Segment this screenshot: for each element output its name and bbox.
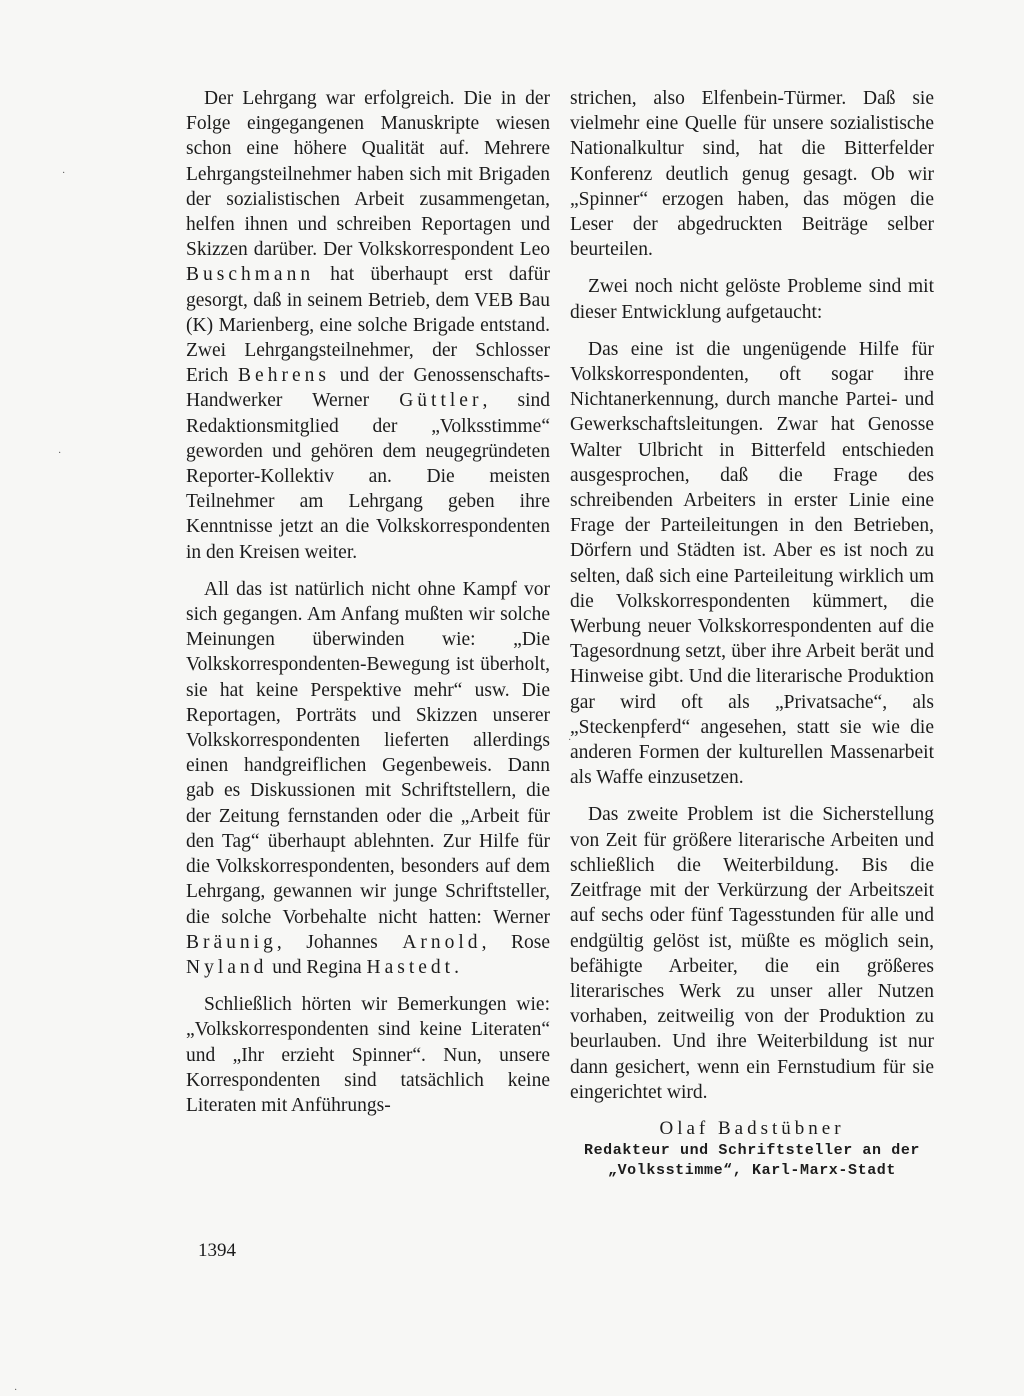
right-column — [570, 86, 934, 1181]
person-name: Bräunig — [186, 931, 277, 953]
right-paragraph-0: strichen, also Elfenbein-Türmer. Daß sie vielmehr eine Quelle für unsere sozialistische Nationalkultur sind, hat die Bitterfelder Konferenz deutlich genug gesagt. Ob wir „Spinner“ erzogen haben, das mögen die Leser der abgedruckten Beiträge selber beurteilen. — [570, 88, 934, 261]
scan-speck: · — [568, 735, 572, 746]
person-name: Behrens — [238, 365, 330, 387]
scan-speck: · — [62, 168, 66, 179]
scan-speck: · — [14, 1385, 18, 1396]
left-paragraph-3: Schließlich hörten wir Bemerkungen wie: „Volkskorrespondenten sind keine Literaten“ und „Ihr erzieht Spinner“. Nun, unsere Korrespondenten sind tatsächlich keine Literaten mit Anführungs- — [186, 994, 550, 1116]
right-paragraph-1: Zwei noch nicht gelöste Probleme sind mit dieser Entwicklung aufgetaucht: — [570, 276, 934, 323]
left-column — [186, 86, 550, 1130]
person-name: Güttler — [399, 390, 483, 412]
page-number: 1394 — [198, 1240, 236, 1261]
left-paragraph-2: All das ist natürlich nicht ohne Kampf vor sich gegangen. Am Anfang mußten wir solche Meinungen überwinden wie: „Die Volkskorrespondenten-Bewegung ist überholt, sie hat keine Perspektive mehr“ usw. Die Reportagen, Porträts und Skizzen unserer Volkskorrespondenten lieferten allerdings einen handgreiflichen Gegenbeweis. Dann gab es Diskussionen mit Schriftstellern, die der Zeitung fernstanden oder die „Arbeit für den Tag“ überhaupt ablehnten. Zur Hilfe für die Volkskorrespondenten, besonders auf dem Lehrgang, gewannen wir junge Schriftsteller, die solche Vorbehalte nicht hatten: Werner Bräunig, Johannes Arnold, Rose Nyland und Regina Hastedt. — [186, 578, 550, 978]
person-name: Nyland — [186, 956, 268, 978]
right-paragraph-2: Das eine ist die ungenügende Hilfe für Volkskorrespondenten, oft sogar ihre Nichtanerkennung, durch manche Partei- und Gewerkschaftsleitungen. Zwar hat Genosse Walter Ulbricht in Bitterfeld entschieden ausgesprochen, daß die Frage des schreibenden Arbeiters in erster Linie eine Frage der Parteileitungen in den Betrieben, Dörfern und Städten ist. Aber es ist noch zu selten, daß sich eine Parteileitung wirklich um die Volkskorrespondenten kümmert, die Werbung neuer Volkskorrespondenten auf die Tagesordnung setzt, über ihre Arbeit berät und Hinweise gibt. Und die literarische Produktion gar wird oft als „Privatsache“, als „Steckenpferd“ angesehen, statt sie wie die anderen Formen der kulturellen Massenarbeit als Waffe einzusetzen. — [570, 338, 934, 789]
person-name: Buschmann — [186, 264, 315, 286]
author-role: Redakteur und Schriftsteller an der — [583, 1141, 921, 1159]
author-signature — [570, 1117, 934, 1181]
person-name: Arnold — [402, 931, 482, 953]
author-affiliation: „Volksstimme“, Karl-Marx-Stadt — [607, 1161, 897, 1179]
right-paragraph-3: Das zweite Problem ist die Sicherstellung von Zeit für größere literarische Arbeiten und schließlich die Weiterbildung. Bis die Zeitfrage mit der Verkürzung der Arbeitszeit auf sechs oder fünf Tagesstunden für alle und endgültig gelöst ist, müßte es möglich sein, befähigte Arbeiter, die ein größeres literarisches Werk zu unser aller Nutzen vorhaben, zeitweilig von der Produktion zu beurlauben. Und ihre Weiterbildung ist nur dann gesichert, wenn ein Fernstudium für sie eingerichtet wird. — [570, 804, 934, 1103]
left-paragraph-1: Der Lehrgang war erfolgreich. Die in der Folge eingegangenen Manuskripte wiesen schon eine höhere Qualität auf. Mehrere Lehrgangsteilnehmer haben sich mit Brigaden der sozialistischen Arbeit zusammengetan, helfen ihnen und schreiben Reportagen und Skizzen darüber. Der Volkskorrespondent Leo Buschmann hat überhaupt erst dafür gesorgt, daß in seinem Betrieb, dem VEB Bau (K) Marienberg, eine solche Brigade entstand. Zwei Lehrgangsteilnehmer, der Schlosser Erich Behrens und der Genossenschafts-Handwerker Werner Güttler, sind Redaktionsmitglied der „Volksstimme“ geworden und gehören dem neugegründeten Reporter-Kollektiv an. Die meisten Teilnehmer am Lehrgang geben ihre Kenntnisse jetzt an die Volkskorrespondenten in den Kreisen weiter. — [186, 88, 550, 563]
author-name: Olaf Badstübner — [659, 1117, 845, 1139]
person-name: Hastedt — [366, 956, 455, 978]
scan-speck: · — [58, 448, 62, 459]
